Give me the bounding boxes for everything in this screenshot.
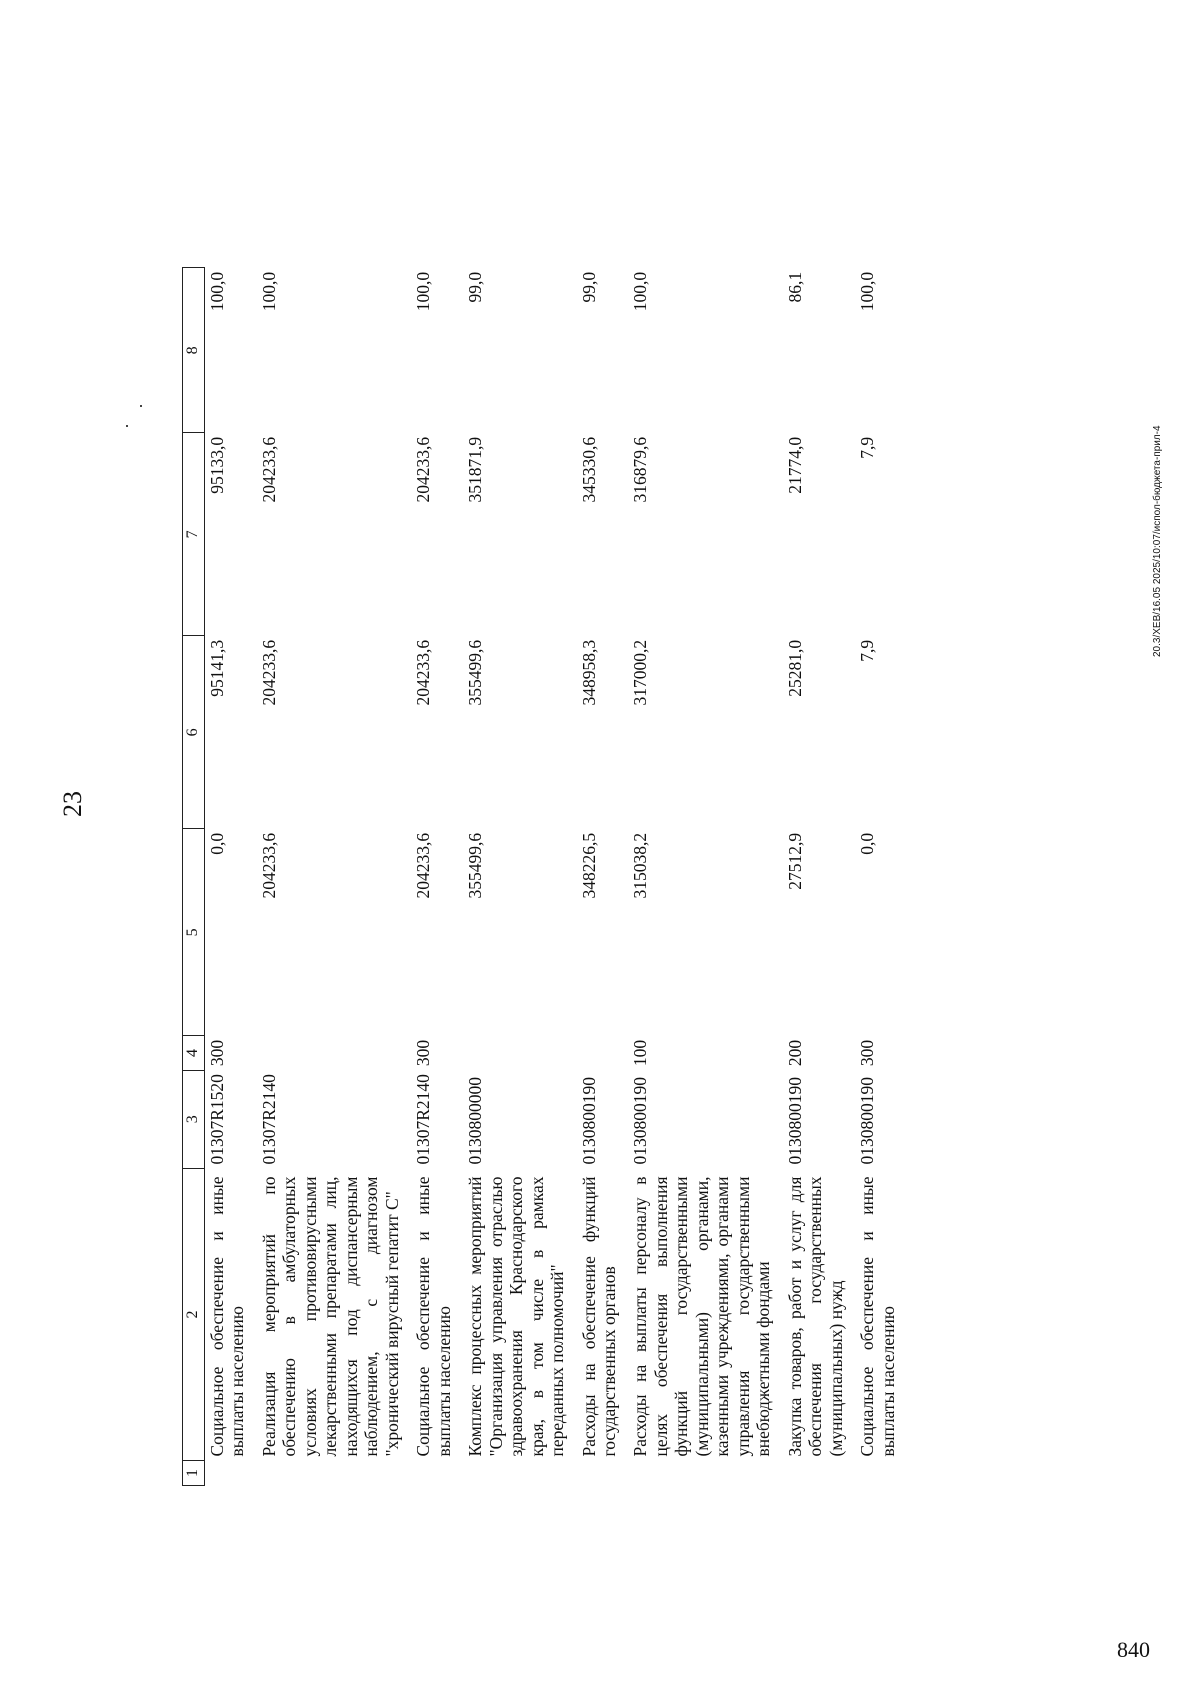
plan-cell: 204233,6 <box>258 832 279 899</box>
table-row <box>205 268 256 1486</box>
plan-cell: 348226,5 <box>578 832 599 899</box>
expense-type-cell: 200 <box>784 1039 805 1067</box>
percent-cell: 100,0 <box>857 271 878 312</box>
plan-cell: 355499,6 <box>465 832 486 899</box>
table-row <box>782 268 854 1486</box>
executed-cell: 204233,6 <box>413 436 434 503</box>
row-number-cell <box>627 1461 781 1486</box>
approved-cell: 25281,0 <box>784 639 805 697</box>
table-row <box>854 268 906 1486</box>
column-header: 5 <box>183 829 205 1036</box>
expense-type-cell <box>256 1036 410 1070</box>
executed-cell: 316879,6 <box>630 436 651 503</box>
executed-cell: 351871,9 <box>465 436 486 503</box>
row-number-cell <box>410 1461 462 1486</box>
percent-cell: 100,0 <box>207 271 227 312</box>
sheet-number: 23 <box>58 791 87 817</box>
table-row <box>410 268 462 1486</box>
description-cell: Социальное обеспечение и иные выплаты населению <box>413 1176 454 1457</box>
executed-cell: 7,9 <box>857 436 878 459</box>
expense-type-cell: 300 <box>857 1039 878 1067</box>
column-header: 2 <box>183 1169 205 1461</box>
target-code-cell: 0130800190 <box>578 1077 599 1165</box>
page-number: 840 <box>1117 1637 1150 1662</box>
plan-cell: 0,0 <box>857 832 878 855</box>
table-row <box>627 268 781 1486</box>
approved-cell: 7,9 <box>857 639 878 662</box>
expense-type-cell: 300 <box>207 1039 227 1067</box>
percent-cell: 86,1 <box>784 271 805 303</box>
approved-cell: 204233,6 <box>413 639 434 706</box>
description-cell: Реализация мероприятий по обеспечению в амбулаторных условиях противовирусными лекарственными препаратами лиц, находящихся под диспансерным наблюдением, с диагнозом "хронический вирусный гепатит С" <box>258 1176 402 1457</box>
description-cell: Расходы на обеспечение функций государственных органов <box>578 1176 619 1457</box>
column-header: 8 <box>183 268 205 433</box>
column-header: 1 <box>183 1461 205 1486</box>
target-code-cell: 0130800190 <box>630 1077 651 1165</box>
approved-cell: 204233,6 <box>258 639 279 706</box>
description-cell: Комплекс процессных мероприятий "Организация управления отраслью здравоохранения Краснодарского края, в том числе в рамках переданных полномочий" <box>465 1176 568 1457</box>
approved-cell: 348958,3 <box>578 639 599 706</box>
executed-cell: 95133,0 <box>207 436 227 494</box>
target-code-cell: 01307R1520 <box>207 1074 227 1165</box>
executed-cell: 21774,0 <box>784 436 805 494</box>
row-number-cell <box>462 1461 575 1486</box>
table-row <box>576 268 628 1486</box>
plan-cell: 27512,9 <box>784 832 805 890</box>
description-cell: Социальное обеспечение и иные выплаты населению <box>857 1176 898 1457</box>
executed-cell: 204233,6 <box>258 436 279 503</box>
column-header: 6 <box>183 636 205 829</box>
target-code-cell: 01307R2140 <box>413 1074 434 1165</box>
expense-type-cell <box>576 1036 628 1070</box>
executed-cell: 345330,6 <box>578 436 599 503</box>
row-number-cell <box>576 1461 628 1486</box>
expense-type-cell: 100 <box>630 1039 651 1067</box>
row-number-cell <box>782 1461 854 1486</box>
scan-speck <box>140 405 142 407</box>
column-header: 4 <box>183 1036 205 1070</box>
column-header: 7 <box>183 433 205 636</box>
expense-type-cell <box>462 1036 575 1070</box>
description-cell: Социальное обеспечение и иные выплаты населению <box>207 1176 248 1457</box>
plan-cell: 204233,6 <box>413 832 434 899</box>
approved-cell: 317000,2 <box>630 639 651 706</box>
percent-cell: 100,0 <box>258 271 279 312</box>
percent-cell: 100,0 <box>630 271 651 312</box>
target-code-cell: 0130800000 <box>465 1077 486 1165</box>
expense-type-cell: 300 <box>413 1039 434 1067</box>
plan-cell: 0,0 <box>207 832 227 855</box>
budget-table <box>182 267 906 1486</box>
target-code-cell: 01307R2140 <box>258 1074 279 1165</box>
target-code-cell: 0130800190 <box>857 1077 878 1165</box>
table-header-row <box>183 268 205 1486</box>
percent-cell: 99,0 <box>578 271 599 303</box>
scan-speck <box>126 425 128 427</box>
approved-cell: 95141,3 <box>207 639 227 697</box>
approved-cell: 355499,6 <box>465 639 486 706</box>
description-cell: Расходы на выплаты персоналу в целях обеспечения выполнения функций государственными (муниципальными) органами, казенными учреждениями, органами управления государственными внебюджетными фондами <box>630 1176 774 1457</box>
target-code-cell: 0130800190 <box>784 1077 805 1165</box>
plan-cell: 315038,2 <box>630 832 651 899</box>
description-cell: Закупка товаров, работ и услуг для обеспечения государственных (муниципальных) нужд <box>784 1176 846 1457</box>
column-header: 3 <box>183 1070 205 1168</box>
table-row <box>462 268 575 1486</box>
percent-cell: 100,0 <box>413 271 434 312</box>
footer-stamp: 20.3/XEB/16.05 2025/10:07/испол-бюджета-прил-4 <box>1152 425 1163 657</box>
row-number-cell <box>854 1461 906 1486</box>
percent-cell: 99,0 <box>465 271 486 303</box>
table-row <box>256 268 410 1486</box>
row-number-cell <box>256 1461 410 1486</box>
row-number-cell <box>205 1461 256 1486</box>
